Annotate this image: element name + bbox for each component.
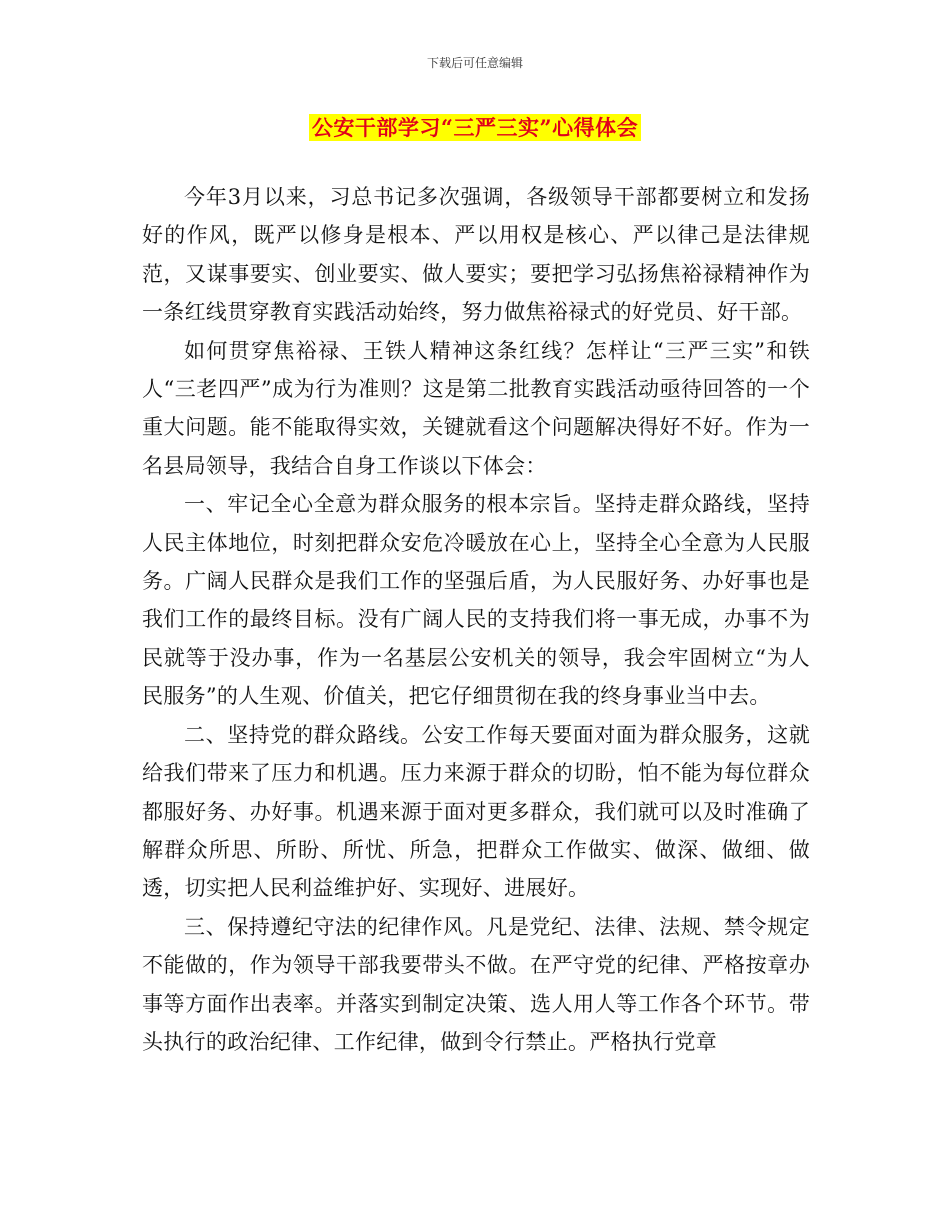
paragraph: 今年3月以来，习总书记多次强调，各级领导干部都要树立和发扬好的作风，既严以修身是根本、严以用权是核心、严以律己是法律规范，又谋事要实、创业要实、做人要实；要把学习弘扬焦裕禄精神作为一条红线贯穿教育实践活动始终，努力做焦裕禄式的好党员、好干部。 [142,185,810,325]
paragraph: 如何贯穿焦裕禄、王铁人精神这条红线？怎样让“三严三实”和铁人“三老四严”成为行为准则？这是第二批教育实践活动亟待回答的一个重大问题。能不能取得实效，关键就看这个问题解决得好不好。作为一名县局领导，我结合自身工作谈以下体会： [142,338,810,478]
paragraph: 二、坚持党的群众路线。公安工作每天要面对面为群众服务，这就给我们带来了压力和机遇。压力来源于群众的切盼，怕不能为每位群众都服好务、办好事。机遇来源于面对更多群众，我们就可以及时准确了解群众所思、所盼、所忧、所急，把群众工作做实、做深、做细、做透，切实把人民利益维护好、实现好、进展好。 [142,722,810,901]
paragraph: 三、保持遵纪守法的纪律作风。凡是党纪、法律、法规、禁令规定不能做的，作为领导干部我要带头不做。在严守党的纪律、严格按章办事等方面作出表率。并落实到制定决策、选人用人等工作各个环节。带头执行的政治纪律、工作纪律，做到令行禁止。严格执行党章 [142,914,810,1054]
document-body [142,178,810,1061]
paragraph: 一、牢记全心全意为群众服务的根本宗旨。坚持走群众路线，坚持人民主体地位，时刻把群众安危冷暖放在心上，坚持全心全意为人民服务。广阔人民群众是我们工作的坚强后盾，为人民服好务、办好事也是我们工作的最终目标。没有广阔人民的支持我们将一事无成，办事不为民就等于没办事，作为一名基层公安机关的领导，我会牢固树立“为人民服务”的人生观、价值关，把它仔细贯彻在我的终身事业当中去。 [142,492,810,709]
header-note: 下载后可任意编辑 [426,56,523,70]
document-title [0,112,950,142]
title-highlight: 公安干部学习“三严三实”心得体会 [309,114,641,141]
